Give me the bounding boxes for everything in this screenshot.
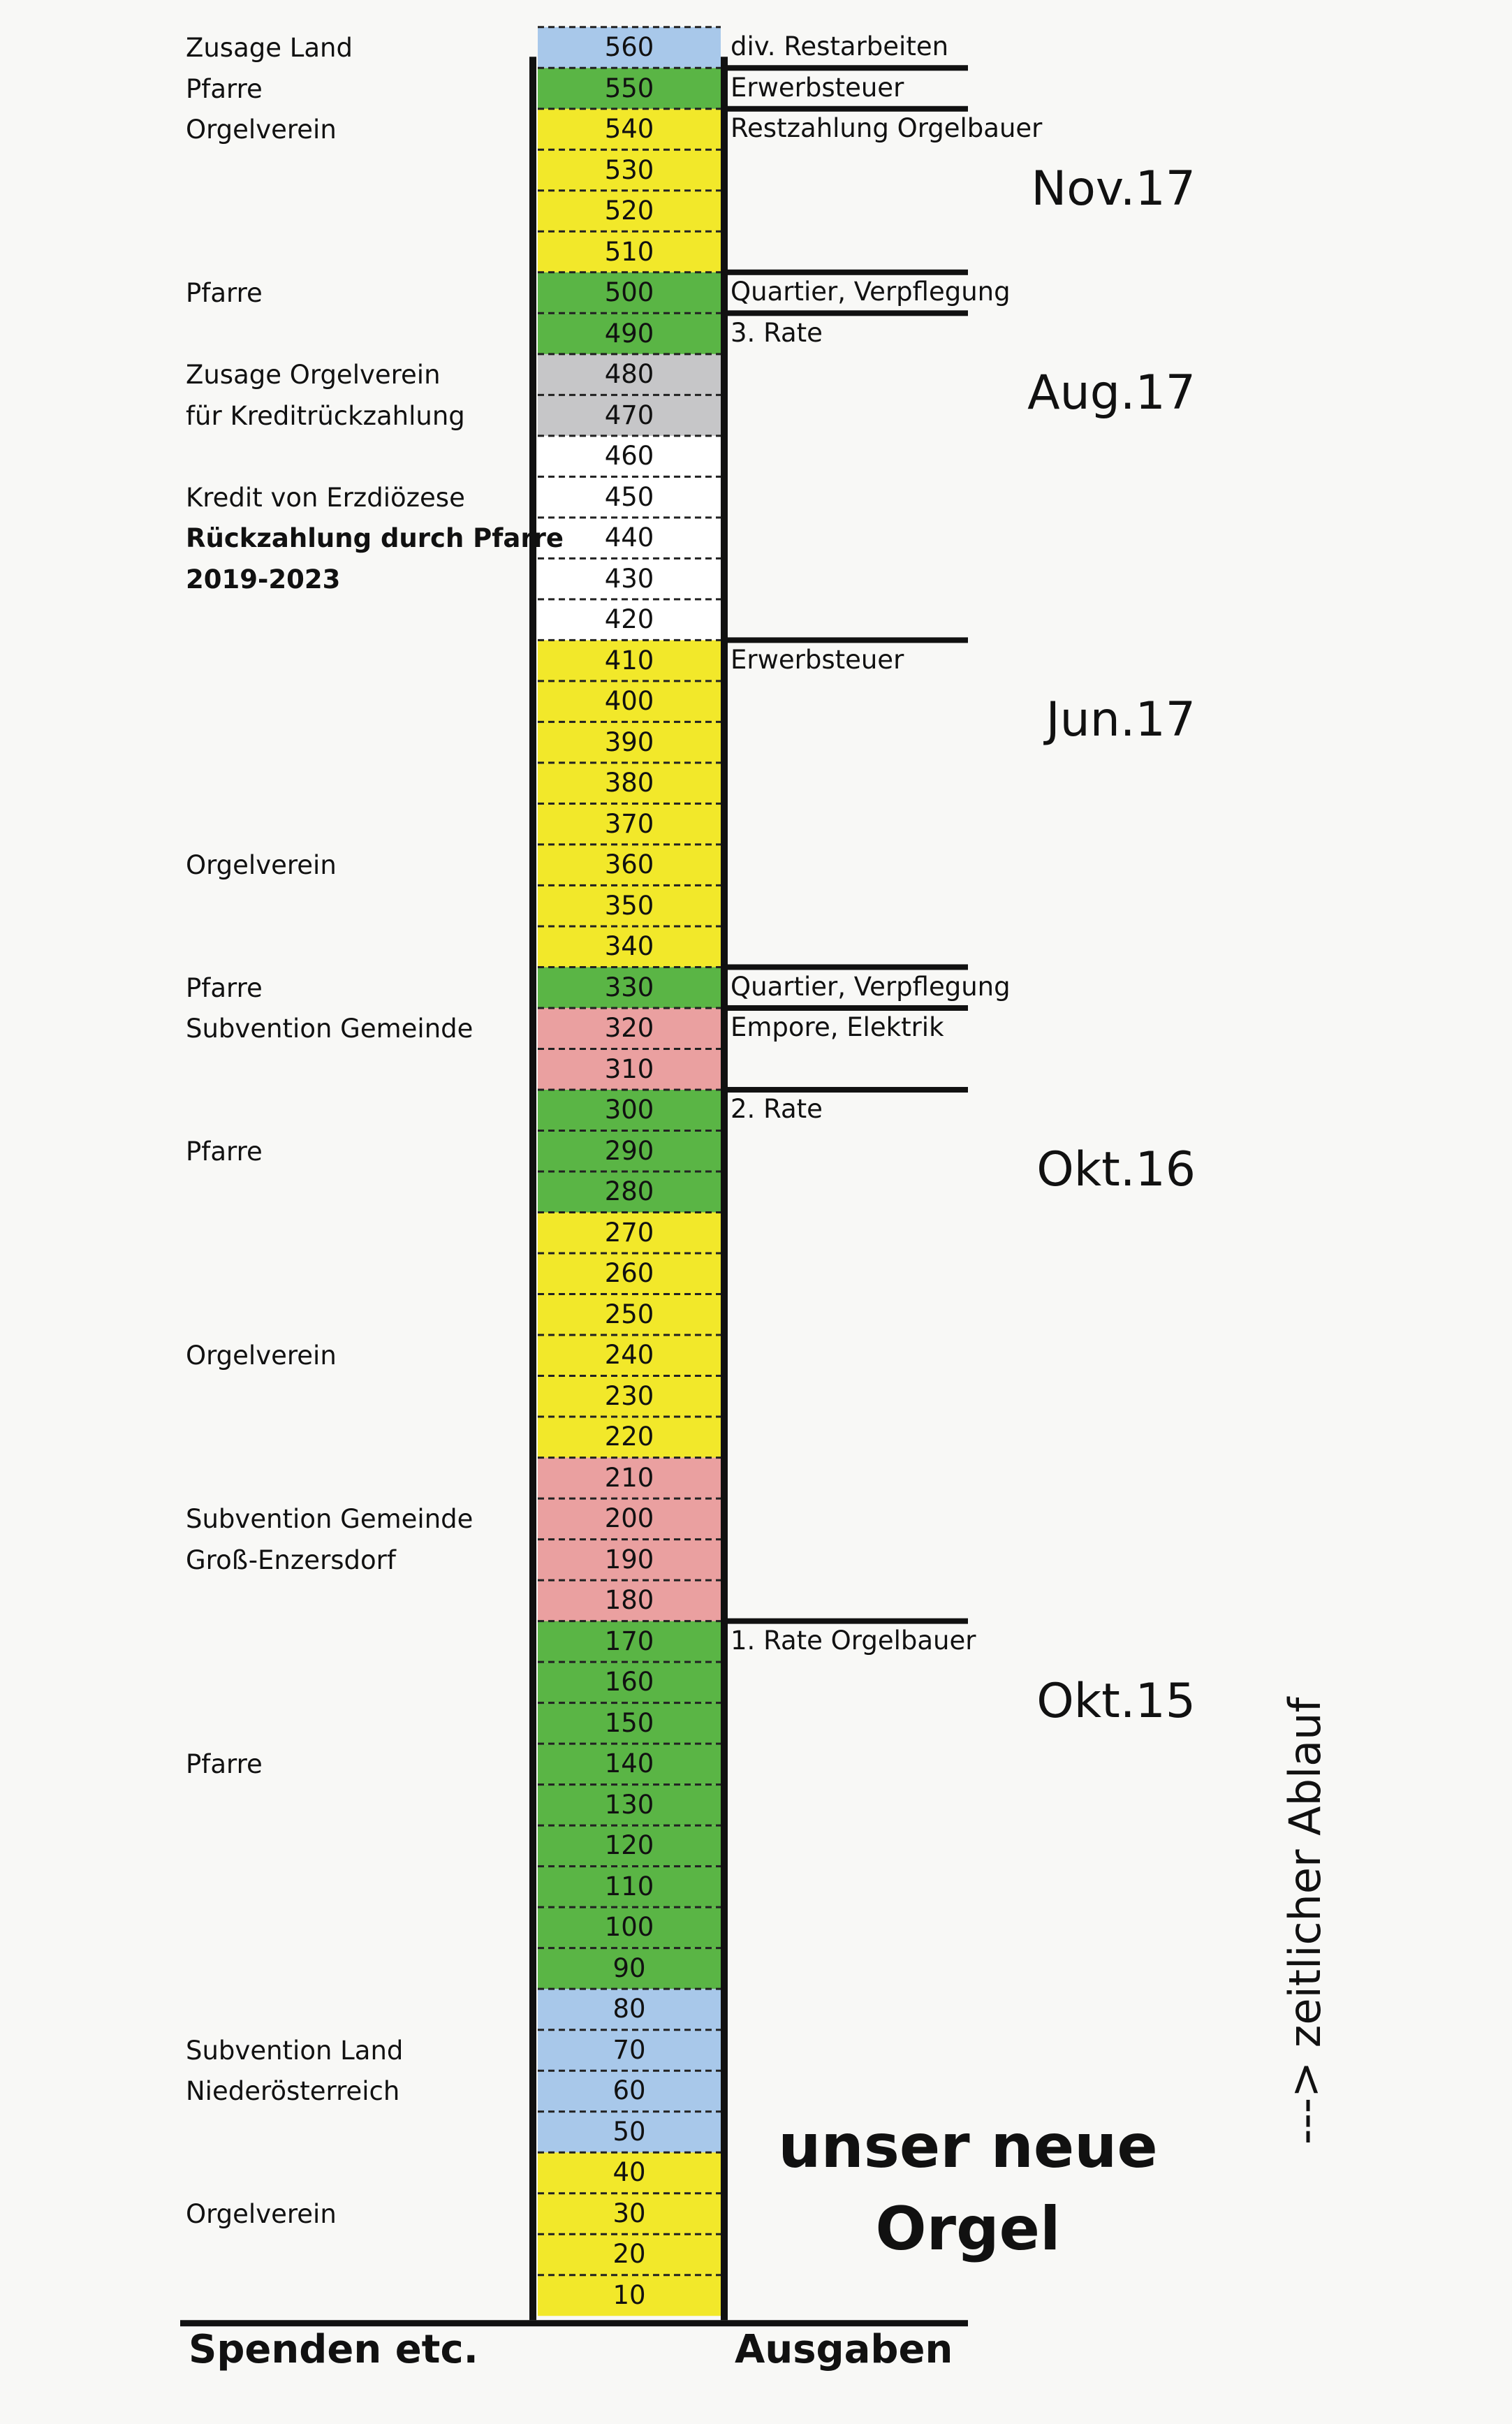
expense-separator-320 [721, 1005, 968, 1011]
expense-label: Quartier, Verpflegung [731, 971, 1011, 1002]
tick-label-130: 130 [604, 1789, 654, 1820]
tick-label-350: 350 [604, 890, 654, 921]
tick-label-560: 560 [604, 32, 654, 62]
date-label: Okt.16 [1036, 1142, 1196, 1197]
tick-label-260: 260 [604, 1258, 654, 1289]
income-label: Orgelverein [186, 850, 337, 881]
tick-label-460: 460 [604, 441, 654, 472]
tick-label-60: 60 [612, 2075, 646, 2106]
income-label: Niederösterreich [186, 2076, 400, 2107]
tick-label-550: 550 [604, 73, 654, 103]
expense-label: 1. Rate Orgelbauer [731, 1625, 976, 1656]
tick-label-450: 450 [604, 481, 654, 512]
expense-separator-330 [721, 964, 968, 970]
expense-separator-300 [721, 1087, 968, 1093]
date-label: Nov.17 [1031, 161, 1196, 217]
income-label: Subvention Gemeinde [186, 1504, 474, 1535]
income-label: Orgelverein [186, 1341, 337, 1371]
tick-label-470: 470 [604, 400, 654, 430]
income-label: Zusage Orgelverein [186, 360, 441, 390]
expense-label: Quartier, Verpflegung [731, 277, 1011, 307]
tick-label-360: 360 [604, 849, 654, 880]
tick-label-380: 380 [604, 768, 654, 798]
date-label: Okt.15 [1036, 1673, 1196, 1729]
income-label: Orgelverein [186, 115, 337, 145]
tick-label-300: 300 [604, 1095, 654, 1125]
income-label: Pfarre [186, 278, 263, 309]
tick-label-310: 310 [604, 1053, 654, 1084]
tick-label-420: 420 [604, 604, 654, 635]
chart-title-line2: Orgel [875, 2194, 1061, 2264]
xlabel-left: Spenden etc. [189, 2327, 478, 2372]
tick-label-180: 180 [604, 1585, 654, 1616]
tick-label-270: 270 [604, 1217, 654, 1248]
tick-label-20: 20 [612, 2239, 646, 2270]
income-label: Orgelverein [186, 2198, 337, 2229]
tick-label-430: 430 [604, 563, 654, 594]
expense-label: Erwerbsteuer [731, 644, 904, 675]
tick-label-190: 190 [604, 1544, 654, 1575]
time-axis-label: ---> zeitlicher Ablauf [1279, 1697, 1330, 2145]
tick-label-540: 540 [604, 114, 654, 145]
tick-label-390: 390 [604, 727, 654, 757]
income-label: Subvention Gemeinde [186, 1014, 474, 1044]
tick-label-50: 50 [612, 2116, 646, 2147]
bar-tick-labels [538, 0, 721, 2424]
income-label: Pfarre [186, 1749, 263, 1780]
tick-label-70: 70 [612, 2034, 646, 2065]
tick-label-440: 440 [604, 523, 654, 553]
income-label: Kredit von Erzdiözese [186, 482, 465, 513]
chart-title-line1: unser neue [778, 2112, 1158, 2182]
income-label: Rückzahlung durch Pfarre [186, 523, 564, 554]
tick-label-40: 40 [612, 2157, 646, 2188]
tick-label-400: 400 [604, 686, 654, 717]
tick-label-210: 210 [604, 1462, 654, 1493]
income-label: Subvention Land [186, 2035, 404, 2066]
bar-right-edge [721, 57, 728, 2320]
tick-label-90: 90 [612, 1952, 646, 1983]
expense-separator-410 [721, 637, 968, 643]
tick-label-290: 290 [604, 1135, 654, 1166]
tick-label-160: 160 [604, 1667, 654, 1697]
tick-label-530: 530 [604, 154, 654, 185]
date-label: Jun.17 [1045, 692, 1196, 748]
tick-label-250: 250 [604, 1299, 654, 1329]
expense-separator-170 [721, 1619, 968, 1624]
income-label: Groß-Enzersdorf [186, 1545, 396, 1575]
tick-label-200: 200 [604, 1503, 654, 1534]
tick-label-410: 410 [604, 645, 654, 676]
tick-label-500: 500 [604, 277, 654, 308]
income-label: Pfarre [186, 972, 263, 1003]
tick-label-120: 120 [604, 1830, 654, 1861]
tick-label-80: 80 [612, 1994, 646, 2024]
tick-label-330: 330 [604, 972, 654, 1002]
tick-label-140: 140 [604, 1748, 654, 1779]
bar-left-edge [529, 57, 536, 2320]
date-label: Aug.17 [1027, 365, 1196, 421]
tick-label-230: 230 [604, 1380, 654, 1411]
tick-label-30: 30 [612, 2198, 646, 2228]
tick-label-280: 280 [604, 1176, 654, 1207]
expense-separator-500 [721, 270, 968, 275]
tick-label-100: 100 [604, 1912, 654, 1943]
income-label: Pfarre [186, 1136, 263, 1167]
expense-label: 2. Rate [731, 1094, 823, 1125]
expense-label: 3. Rate [731, 317, 823, 348]
tick-label-480: 480 [604, 359, 654, 390]
tick-label-340: 340 [604, 931, 654, 962]
tick-label-320: 320 [604, 1013, 654, 1044]
tick-label-220: 220 [604, 1422, 654, 1452]
xlabel-right: Ausgaben [735, 2327, 953, 2372]
expense-separator-540 [721, 106, 968, 112]
tick-label-520: 520 [604, 196, 654, 226]
income-label: Zusage Land [186, 33, 353, 63]
tick-label-110: 110 [604, 1871, 654, 1901]
income-label: 2019-2023 [186, 564, 341, 594]
expense-label: div. Restarbeiten [731, 31, 949, 61]
tick-label-150: 150 [604, 1707, 654, 1738]
tick-label-510: 510 [604, 236, 654, 267]
tick-label-370: 370 [604, 808, 654, 839]
tick-label-170: 170 [604, 1626, 654, 1656]
expense-separator-550 [721, 65, 968, 71]
expense-label: Restzahlung Orgelbauer [731, 113, 1043, 144]
expense-separator-490 [721, 310, 968, 316]
tick-label-490: 490 [604, 318, 654, 349]
income-label: für Kreditrückzahlung [186, 400, 465, 431]
expense-label: Erwerbsteuer [731, 72, 904, 103]
tick-label-240: 240 [604, 1340, 654, 1371]
expense-label: Empore, Elektrik [731, 1012, 944, 1043]
income-label: Pfarre [186, 73, 263, 104]
tick-label-10: 10 [612, 2280, 646, 2310]
